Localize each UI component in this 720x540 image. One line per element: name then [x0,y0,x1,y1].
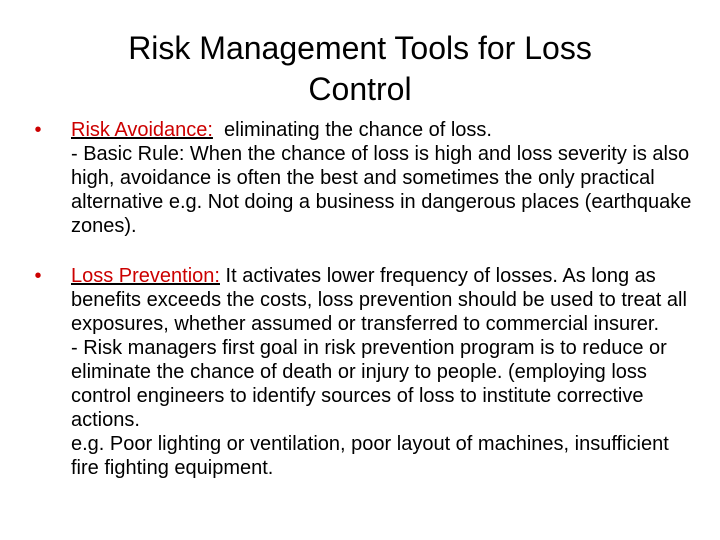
bullet-intro: eliminating the chance of loss. [212,119,492,141]
bullet-intro: It activates lower frequency of losses. As long as benefits exceeds the costs, loss prevention should be used to treat all exposures, whether assumed or transferred to commercial insurer. [71,265,687,335]
title-line-1: Risk Management Tools for Loss [128,30,592,66]
slide-title [60,28,660,110]
bullet-risk-avoidance [28,118,698,238]
bullet-marker: • [34,119,42,141]
term-risk-avoidance: Risk Avoidance: [71,119,213,141]
bullet-marker: • [34,265,42,287]
term-loss-prevention: Loss Prevention: [71,265,220,287]
bullet-heading [71,264,698,336]
bullet-detail: - Risk managers first goal in risk prevention program is to reduce or eliminate the chance of death or injury to people. (employing loss control engineers to identify sources of loss to institute corrective actions. [71,337,667,431]
title-line-2: Control [308,71,412,107]
bullet-example: e.g. Poor lighting or ventilation, poor layout of machines, insufficient fire fighting equipment. [71,433,669,479]
bullet-loss-prevention [28,264,698,480]
bullet-heading [71,118,698,142]
bullet-detail: - Basic Rule: When the chance of loss is high and loss severity is also high, avoidance is often the best and sometimes the only practical alternative e.g. Not doing a business in dangerous places (earthquake zones). [71,143,692,237]
bullet-list [28,118,698,480]
